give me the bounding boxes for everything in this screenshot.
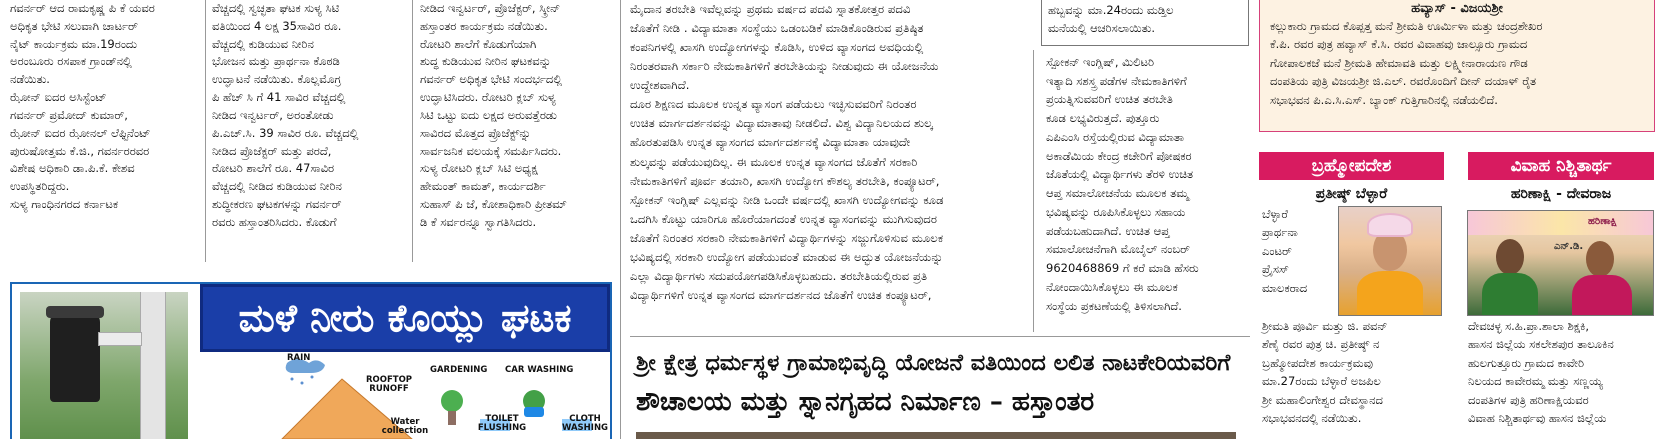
ad-label-rooftop: ROOFTOP RUNOFF xyxy=(365,375,413,395)
text-line: ಶುದ್ಧ ಕುಡಿಯುವ ನೀರಿನ ಘಟಕವನ್ನು xyxy=(420,54,552,69)
text-line: ಸಾವಿರದ ಮೊತ್ತದ ಪ್ರೊಜೆಕ್ಟ್‌ನ್ನು xyxy=(420,125,531,140)
text-line: ನೋಂದಾಯಿಸಿಕೊಳ್ಳಲು ಈ ಮೂಲಕ xyxy=(1046,279,1178,294)
text-line: 9620468869 ಗೆ ಕರೆ ಮಾಡಿ ಹೆಸರು xyxy=(1046,261,1199,276)
text-line: ಉದ್ಘಾಟನೆ ನಡೆಯಿತು. ಕೊಲ್ಲಮೊಗ್ರ xyxy=(212,72,342,87)
text-line: ಉಚಿತ ಮಾರ್ಗದರ್ಶನವನ್ನು ವಿದ್ಯಾಮಾತಾವು ನೀಡಲಿದೆ. ವಿಶ್ವ ವಿದ್ಯಾನಿಲಯದ ಶುಲ್ಕ xyxy=(630,116,933,131)
photo-groom-face xyxy=(1496,239,1524,275)
text-line: ಜೊತೆಗೆ ನಿರಂತರ ಸರಕಾರಿ ನೇಮಕಾತಿಗಳಿಗೆ ವಿದ್ಯಾರ್ಥಿಗಳನ್ನು ಸಜ್ಜುಗೊಳಿಸುವ ಮೂಲಕ xyxy=(630,230,944,245)
text-line: ಮಾ.27ರಂದು ಬೆಳ್ಳಾರೆ ಅಜಪಿಲ xyxy=(1262,374,1381,389)
text-line: ಸ್ಪೋಕನ್ ಇಂಗ್ಲಿಷ್ ಎಲ್ಲವನ್ನು ನೀಡಿ ಒಂದೇ ವರ್ಷದಲ್ಲಿ ಖಾಸಗಿ ಉದ್ಯೋಗವನ್ನು ಕೂಡ xyxy=(630,192,944,207)
ad-label-cloth: CLOTH WASHING xyxy=(561,414,609,434)
col5-text xyxy=(1046,53,1246,315)
photo-bride-face xyxy=(1586,241,1614,277)
headline-line-2: ಶೌಚಾಲಯ ಮತ್ತು ಸ್ನಾನಗೃಹದ ನಿರ್ಮಾಣ – ಹಸ್ತಾಂತರ xyxy=(636,387,1095,417)
text-line: ಎಂಟರ್ xyxy=(1262,243,1292,258)
text-line: ಸುಳ್ಯ ರೋಟರಿ ಕ್ಲಬ್ ಸಿಟಿ ಅಧ್ಯಕ್ಷ xyxy=(420,161,538,176)
article-col-5 xyxy=(1046,53,1246,333)
text-line: ಆಪ್ತ ಸಮಾಲೋಚನೆಯ ಮೂಲಕ ತಮ್ಮ xyxy=(1046,186,1189,201)
text-line: ನೀಡಿದ ಪ್ರೊಜೆಕ್ಟರ್ ಮತ್ತು ಪರದೆ, xyxy=(212,143,332,158)
text-line: ಪಡೆಯಬಹುದಾಗಿದೆ. ಉಚಿತ ಆಪ್ತ xyxy=(1046,223,1170,238)
boxed-note-text xyxy=(1048,1,1242,38)
text-line: ಶುದ್ಧೀಕರಣ ಘಟಕಗಳನ್ನು ಗವರ್ನರ್ xyxy=(212,196,342,211)
text-line: ಸಾರ್ವಜನಿಕ ವಲಯಕ್ಕೆ ಸಮರ್ಪಿಸಿದರು. xyxy=(420,143,562,158)
pipe-vertical xyxy=(140,292,166,439)
text-line: ರೋಟರಿ ಶಾಲೆಗೆ ಕೊಡುಗೆಯಾಗಿ xyxy=(420,36,537,51)
text-line: ಹಸ್ತಾಂತರ ಕಾರ್ಯಕ್ರಮ ನಡೆಯಿತು. xyxy=(420,18,548,33)
tank-body xyxy=(50,312,100,402)
ad-product-photo xyxy=(20,292,188,439)
column-divider xyxy=(412,0,413,262)
article-col-3 xyxy=(420,0,610,262)
text-line: ನೀಡಿದ ಇನ್ವರ್ಟರ್, ಪ್ರೊಜೆಕ್ಟರ್, ಸ್ಕ್ರೀನ್ xyxy=(420,1,561,15)
vivaha-name: ಹರಿಣಾಕ್ಷಿ - ದೇವರಾಜ xyxy=(1510,186,1612,202)
photo-banner-text-2: ಎನ್.ಡಿ. xyxy=(1554,241,1584,252)
ad-label-gardening: GARDENING xyxy=(430,365,488,375)
text-line: ಹಬ್ಬವನ್ನು ಮಾ.24ರಂದು ಮಡ್ತಿಲ xyxy=(1048,3,1174,17)
boxed-note xyxy=(1041,0,1249,46)
text-line: ಝೋನ್ ಐದರ ಅಸಿಸ್ಟೆಂಟ್ xyxy=(10,90,107,105)
tank-lid xyxy=(46,306,104,318)
text-line: ಗೋಪಾಲಕಜೆ ಮನೆ ಶ್ರೀಮತಿ ಹೇಮಾವತಿ ಮತ್ತು ಲಕ್ಷ್ಮೀನಾರಾಯಣ ಗೌಡ xyxy=(1270,55,1528,70)
text-line: ಉಪಸ್ಥಿತರಿದ್ದರು. xyxy=(10,179,70,194)
text-line: ಭವಿಷ್ಯವನ್ನು ರೂಪಿಸಿಕೊಳ್ಳಲು ಸಹಾಯ xyxy=(1046,204,1186,219)
text-line: ಬೆಳ್ಳಾರೆ xyxy=(1262,207,1288,221)
text-line: ಸಭಾಭವನ ಪಿ.ಎ.ಸಿ.ಎಸ್. ಬ್ಯಾಂಕ್ ಗುತ್ತಿಗಾರಿನಲ್ಲಿ ನಡೆಯಲಿದೆ. xyxy=(1270,92,1498,107)
text-line: ದಂಪತಿಗಳ ಪುತ್ರಿ ಹರಿಣಾಕ್ಷಿಯವರ xyxy=(1468,392,1589,407)
text-line: ನೈಟ್ ಕಾರ್ಯಕ್ರಮ ಮಾ.19ರಂದು xyxy=(10,36,138,51)
text-line: ಬ್ರಹ್ಮೋಪದೇಶ ಕಾರ್ಯಕ್ರಮವು xyxy=(1262,355,1373,370)
brahmopadesha-text xyxy=(1262,317,1444,427)
ad-label-water-collection: Water collection xyxy=(381,417,429,437)
bottom-photo-strip xyxy=(636,432,1236,439)
text-line: ವತಿಯಿಂದ 4 ಲಕ್ಷ 35ಸಾವಿರ ರೂ. xyxy=(212,18,342,33)
text-line: ಎಲ್ಲಾ ವಿದ್ಯಾರ್ಥಿಗಳು ಸದುಪಯೋಗಪಡಿಸಿಕೊಳ್ಳಬಹುದು. ತರಬೇತಿಯಲ್ಲಿರುವ ಪ್ರತಿ xyxy=(630,268,928,283)
text-line: ಪ್ರೈಸಸ್ xyxy=(1262,262,1289,277)
text-line: ಉದ್ಘಾಟಿಸಿದರು. ರೋಟರಿ ಕ್ಲಬ್ ಸುಳ್ಯ xyxy=(420,90,556,105)
text-line: ನೇಮಕಾತಿಗಳಿಗೆ ಪೂರ್ವ ತಯಾರಿ, ಖಾಸಗಿ ಉದ್ಯೋಗ ಕೌಶಲ್ಯ ತರಬೇತಿ, ಕಂಪ್ಯೂಟರ್, xyxy=(630,173,940,188)
column-divider xyxy=(620,0,621,439)
text-line: ಶ್ರೀಮತಿ ಪೂರ್ವಿ ಮತ್ತು ಜಿ. ಪವನ್ xyxy=(1262,319,1388,333)
vivaha-photo xyxy=(1467,210,1654,316)
text-line: ಗವರ್ನರ್ ಆದ ರಾಮಕೃಷ್ಣ ಪಿ ಕೆ ಯವರ xyxy=(10,1,155,15)
photo-headdress xyxy=(1367,213,1413,237)
text-line: ಸ್ಪೋಕನ್ ಇಂಗ್ಲಿಷ್, ಮಿಲಿಟರಿ xyxy=(1046,55,1155,69)
text-line: ಭವಿಷ್ಯದಲ್ಲಿ ಸರಕಾರಿ ಉದ್ಯೋಗ ಪಡೆಯುವಂತೆ ಮಾಡುವ ಈ ಅದ್ಭುತ ಯೋಜನೆಯನ್ನು xyxy=(630,249,944,264)
text-line: ಅಧಿಕೃತ ಭೇಟಿ ಸಲುವಾಗಿ ಚಾರ್ಟರ್ xyxy=(10,18,138,33)
photo-groom-body xyxy=(1482,273,1538,316)
col2-text xyxy=(212,0,407,232)
text-line: ಎಪಿಎಂಸಿ ರಸ್ತೆಯಲ್ಲಿರುವ ವಿದ್ಯಾಮಾತಾ xyxy=(1046,129,1185,144)
section-divider xyxy=(630,336,1250,337)
vivaha-text xyxy=(1468,317,1654,427)
wedding-title: ಹವ್ಯಾಸ್ - ವಿಜಯಶ್ರೀ xyxy=(1411,1,1503,16)
text-line: ಶ್ರೀ ಮಹಾಲಿಂಗೇಶ್ವರ ದೇವಸ್ಥಾನದ xyxy=(1262,392,1383,407)
text-line: ಹುಲಗುತ್ತೂರು ಗ್ರಾಮದ ಕಾವೇರಿ xyxy=(1468,355,1585,370)
text-line: ಸಮಾಲೋಚನೆಗಾಗಿ ಮೊಬೈಲ್ ನಂಬರ್ xyxy=(1046,242,1190,257)
text-line: ಜೊತೆಯಲ್ಲಿ ವಿದ್ಯಾರ್ಥಿಗಳು ತೆರಳಿ ಉಚಿತ xyxy=(1046,167,1194,182)
text-line: ಮಾಲಕರಾದ xyxy=(1262,280,1308,295)
text-line: ನೀಡಿದ ಇನ್ವರ್ಟರ್, ಅರಂತೋಡು xyxy=(212,107,334,122)
ad-label-rain: RAIN xyxy=(287,353,311,363)
text-line: ಪ್ರಯತ್ನಿಸುವವರಿಗೆ ಉಚಿತ ತರಬೇತಿ xyxy=(1046,92,1173,107)
text-line: ಭೋಜನ ಮತ್ತು ಪ್ರಾರ್ಥನಾ ಕೊಠಡಿ xyxy=(212,54,340,69)
pipe-horizontal xyxy=(98,332,142,346)
column-divider xyxy=(1033,50,1034,332)
text-line: ಸಭಾಭವನದಲ್ಲಿ ನಡೆಯಿತು. xyxy=(1262,410,1362,425)
text-line: ಪುರುಷೋತ್ತಮ ಕೆ.ಜಿ., ಗವರ್ನರರವರ xyxy=(10,143,150,158)
brahmopadesha-name: ಪ್ರತೀಷ್ಠ್ ಬೆಳ್ಳಾರೆ xyxy=(1315,186,1388,202)
col4-text xyxy=(630,0,1025,305)
ad-label-toilet: TOILET FLUSHING xyxy=(477,414,527,434)
column-divider xyxy=(205,0,206,262)
text-line: ಪಿ ಹೆಚ್ ಸಿ ಗೆ 41 ಸಾವಿರ ವೆಚ್ಚದಲ್ಲಿ xyxy=(212,90,346,105)
photo-bride-body xyxy=(1572,275,1632,316)
article-col-4 xyxy=(630,0,1025,332)
text-line: ಕೂಡ ಲಭ್ಯವಿರುತ್ತದೆ. ಪುತ್ತೂರು xyxy=(1046,111,1160,126)
ad-title: ಮಳೆ ನೀರು ಕೊಯ್ಲು ಘಟಕ xyxy=(238,296,572,340)
text-line: ನಿಲಯದ ಕಾವೇರಮ್ಮ ಮತ್ತು ಸಣ್ಣಯ್ಯ xyxy=(1468,374,1603,389)
text-line: ಪಿ.ಎಚ್.ಸಿ. 39 ಸಾವಿರ ರೂ. ವೆಚ್ಚದಲ್ಲಿ xyxy=(212,125,359,140)
text-line: ದೂರ ಶಿಕ್ಷಣದ ಮೂಲಕ ಉನ್ನತ ವ್ಯಾಸಂಗ ಪಡೆಯಲು ಇಚ್ಛಿಸುವವರಿಗೆ ನಿರಂತರ xyxy=(630,97,917,112)
text-line: ರವರು ಹಸ್ತಾಂತರಿಸಿದರು. ಕೊಡುಗೆ xyxy=(212,214,337,229)
text-line: ವಿವಾಹ ನಿಶ್ಚಿತಾರ್ಥವು ಹಾಸನ ಜಿಲ್ಲೆಯ xyxy=(1468,410,1607,425)
text-line: ಹೊರತುಪಡಿಸಿ ಉನ್ನತ ವ್ಯಾಸಂಗದ ಮಾರ್ಗದರ್ಶನಕ್ಕೆ ವಿದ್ಯಾಮಾತಾ ಯಾವುದೇ xyxy=(630,135,911,150)
text-line: ಕೆ.ಪಿ. ರವರ ಪುತ್ರ ಹವ್ಯಾಸ್ ಕೆ.ಸಿ. ರವರ ವಿವಾಹವು ಜಾಲ್ಸೂರು ಗ್ರಾಮದ xyxy=(1270,37,1528,52)
text-line: ಜೊತೆಗೆ ನೀಡಿ . ವಿದ್ಯಾಮಾತಾ ಸಂಸ್ಥೆಯು ಒಡಂಬಡಿಕೆ ಮಾಡಿಕೊಂಡಿರುವ ಪ್ರತಿಷ್ಠಿತ xyxy=(630,21,924,36)
text-line: ರೋಟರಿ ಶಾಲೆಗೆ ರೂ. 47ಸಾವಿರ xyxy=(212,161,335,176)
article-col-2 xyxy=(212,0,407,262)
text-line: ಉದ್ದೇಶವಾಗಿದೆ. xyxy=(630,78,690,93)
text-line: ನಿರಂತರವಾಗಿ ಸರ್ಕಾರಿ ನೇಮಕಾತಿಗಳಿಗೆ ತರಬೇತಿಯನ್ನು ನೀಡುವುದು ಈ ಯೋಜನೆಯ xyxy=(630,59,939,74)
photo-banner-text-1: ಹರಿಣಾಕ್ಷಿ xyxy=(1588,216,1617,227)
headline-line-1: ಶ್ರೀ ಕ್ಷೇತ್ರ ಧರ್ಮಸ್ಥಳ ಗ್ರಾಮಾಭಿವೃದ್ಧಿ ಯೋಜನೆ ವತಿಯಿಂದ ಲಲಿತ ನಾಟಕೇರಿಯವರಿಗೆ xyxy=(636,350,1231,376)
text-line: ವೆಚ್ಚದಲ್ಲಿ ಸ್ವಚ್ಛತಾ ಘಟಕ ಸುಳ್ಯ ಸಿಟಿ xyxy=(212,1,340,15)
wedding-text xyxy=(1270,17,1646,109)
wedding-announcement-box xyxy=(1259,0,1655,132)
text-line: ಸಂಸ್ಥೆಯ ಪ್ರಕಟಣೆಯಲ್ಲಿ ತಿಳಿಸಲಾಗಿದೆ. xyxy=(1046,298,1182,313)
ad-label-car-washing: CAR WASHING xyxy=(505,365,574,375)
text-line: ವಿದ್ಯಾರ್ಥಿಗಳಿಗೆ ಉನ್ನತ ವ್ಯಾಸಂಗದ ಮಾರ್ಗದರ್ಶನದ ಜೊತೆಗೆ ಉಚಿತ ಕಂಪ್ಯೂಟರ್, xyxy=(630,287,932,302)
text-line: ಸಿಟಿ ಒಟ್ಟು ಐದು ಲಕ್ಷದ ಅರುವತ್ತೆರಡು xyxy=(420,107,557,122)
text-line: ವೆಚ್ಚದಲ್ಲಿ ಕುಡಿಯುವ ನೀರಿನ xyxy=(212,36,314,51)
text-line: ವಿಶೇಷ ಅಧಿಕಾರಿ ಡಾ.ಪಿ.ಕೆ. ಕೇಶವ xyxy=(10,161,135,176)
text-line: ಡಿ ಕೆ ಸರ್ವರನ್ನೂ ಸ್ವಾಗತಿಸಿದರು. xyxy=(420,214,537,229)
text-line: ಒದಗಿಸಿ ಕೊಟ್ಟು ಯಾರಿಗೂ ಹೊರೆಯಾಗದಂತೆ ಉನ್ನತ ವ್ಯಾಸಂಗವನ್ನು ಮುಗಿಸುವುದರ xyxy=(630,211,938,226)
text-line: ವೆಚ್ಚದಲ್ಲಿ ನೀಡಿದ ಕುಡಿಯುವ ನೀರಿನ xyxy=(212,179,342,194)
vivaha-header: ವಿವಾಹ ನಿಶ್ಚಿತಾರ್ಥ xyxy=(1468,152,1654,180)
text-line: ಪ್ರಾರ್ಥನಾ xyxy=(1262,225,1298,240)
text-line: ದೇವಚಳ್ಳ ಸ.ಹಿ.ಪ್ರಾ.ಶಾಲಾ ಶಿಕ್ಷಕಿ, xyxy=(1468,319,1590,333)
brahmopadesha-photo xyxy=(1338,206,1442,316)
text-line: ಶುಲ್ಕವನ್ನು ಪಡೆಯುವುದಿಲ್ಲ. ಈ ಮೂಲಕ ಉನ್ನತ ವ್ಯಾಸಂಗದ ಜೊತೆಗೆ ಸರಕಾರಿ xyxy=(630,154,918,169)
text-line: ಇತ್ಯಾದಿ ಸಶಸ್ತ್ರ ಪಡೆಗಳ ನೇಮಕಾತಿಗಳಿಗೆ xyxy=(1046,73,1187,88)
article-col-1 xyxy=(10,0,200,262)
photo-garland xyxy=(1357,271,1423,316)
photo-banner xyxy=(1468,211,1654,235)
text-line: ಅರಂಬೂರು ರಸಪಾಕ ಗ್ರಾಂಡ್‌ನಲ್ಲಿ xyxy=(10,54,132,69)
col3-text xyxy=(420,0,610,232)
rainwater-harvesting-ad xyxy=(10,282,612,439)
text-line: ಝೋನ್ ಐದರ ಝೋನಲ್ ಲೆಫ್ಟಿನೆಂಟ್ xyxy=(10,125,151,140)
text-line: ಗವರ್ನರ್ ಅಧಿಕೃತ ಭೇಟಿ ಸಂದರ್ಭದಲ್ಲಿ xyxy=(420,72,563,87)
text-line: ಮನೆಯಲ್ಲಿ ಆಚರಿಸಲಾಯಿತು. xyxy=(1048,21,1155,36)
text-line: ಹೇಮಂತ್ ಕಾಮತ್, ಕಾರ್ಯದರ್ಶಿ xyxy=(420,179,546,194)
text-line: ದಂಪತಿಯ ಪುತ್ರಿ ವಿಜಯಶ್ರೀ ಜಿ.ಎಲ್. ರವರೊಂದಿಗೆ ದೀನ್ ದಯಾಳ್ ರೈತ xyxy=(1270,74,1537,89)
text-line: ಗವರ್ನರ್ ಪ್ರಮೋದ್ ಕುಮಾರ್, xyxy=(10,107,128,122)
text-line: ಮೈದಾನ ತರಬೇತಿ ಇವೆಲ್ಲವನ್ನು ಪ್ರಥಮ ವರ್ಷದ ಪದವಿ ಸ್ನಾತಕೋತ್ತರ ಪದವಿ xyxy=(630,2,911,16)
col1-text xyxy=(10,0,200,214)
text-line: ಕಂಪನಿಗಳಲ್ಲಿ ಖಾಸಗಿ ಉದ್ಯೋಗಗಳನ್ನು ಕೊಡಿಸಿ, ಉಳಿದ ವ್ಯಾಸಂಗದ ಅವಧಿಯಲ್ಲಿ xyxy=(630,40,924,55)
brahmopadesha-side-text xyxy=(1262,205,1332,297)
text-line: ಸುಹಾಸ್ ಪಿ ಜೆ, ಕೋಶಾಧಿಕಾರಿ ಪ್ರೀತಮ್ xyxy=(420,196,567,211)
text-line: ಹಾಸನ ಜಿಲ್ಲೆಯ ಸಕಲೇಶಪುರ ತಾಲೂಕಿನ xyxy=(1468,337,1614,352)
brahmopadesha-header: ಬ್ರಹ್ಮೋಪದೇಶ xyxy=(1259,152,1444,180)
text-line: ಅಕಾಡೆಮಿಯ ಕೇಂದ್ರ ಕಚೇರಿಗೆ ಪೋಷಕರ xyxy=(1046,148,1192,163)
text-line: ಶೆಣೈ ರವರ ಪುತ್ರ ಚಿ. ಪ್ರತೀಷ್ಠ್ ನ xyxy=(1262,337,1380,352)
text-line: ಕಲ್ಲುಕಾರು ಗ್ರಾಮದ ಕೊಪ್ಪತ್ತ ಮನೆ ಶ್ರೀಮತಿ ಊರ್ಮಿಳಾ ಮತ್ತು ಚಂದ್ರಶೇಖರ xyxy=(1270,19,1543,33)
text-line: ಸುಳ್ಯ ಗಾಂಧಿನಗರದ ಕರ್ನಾಟಕ xyxy=(10,196,119,211)
text-line: ನಡೆಯಿತು. xyxy=(10,72,50,87)
